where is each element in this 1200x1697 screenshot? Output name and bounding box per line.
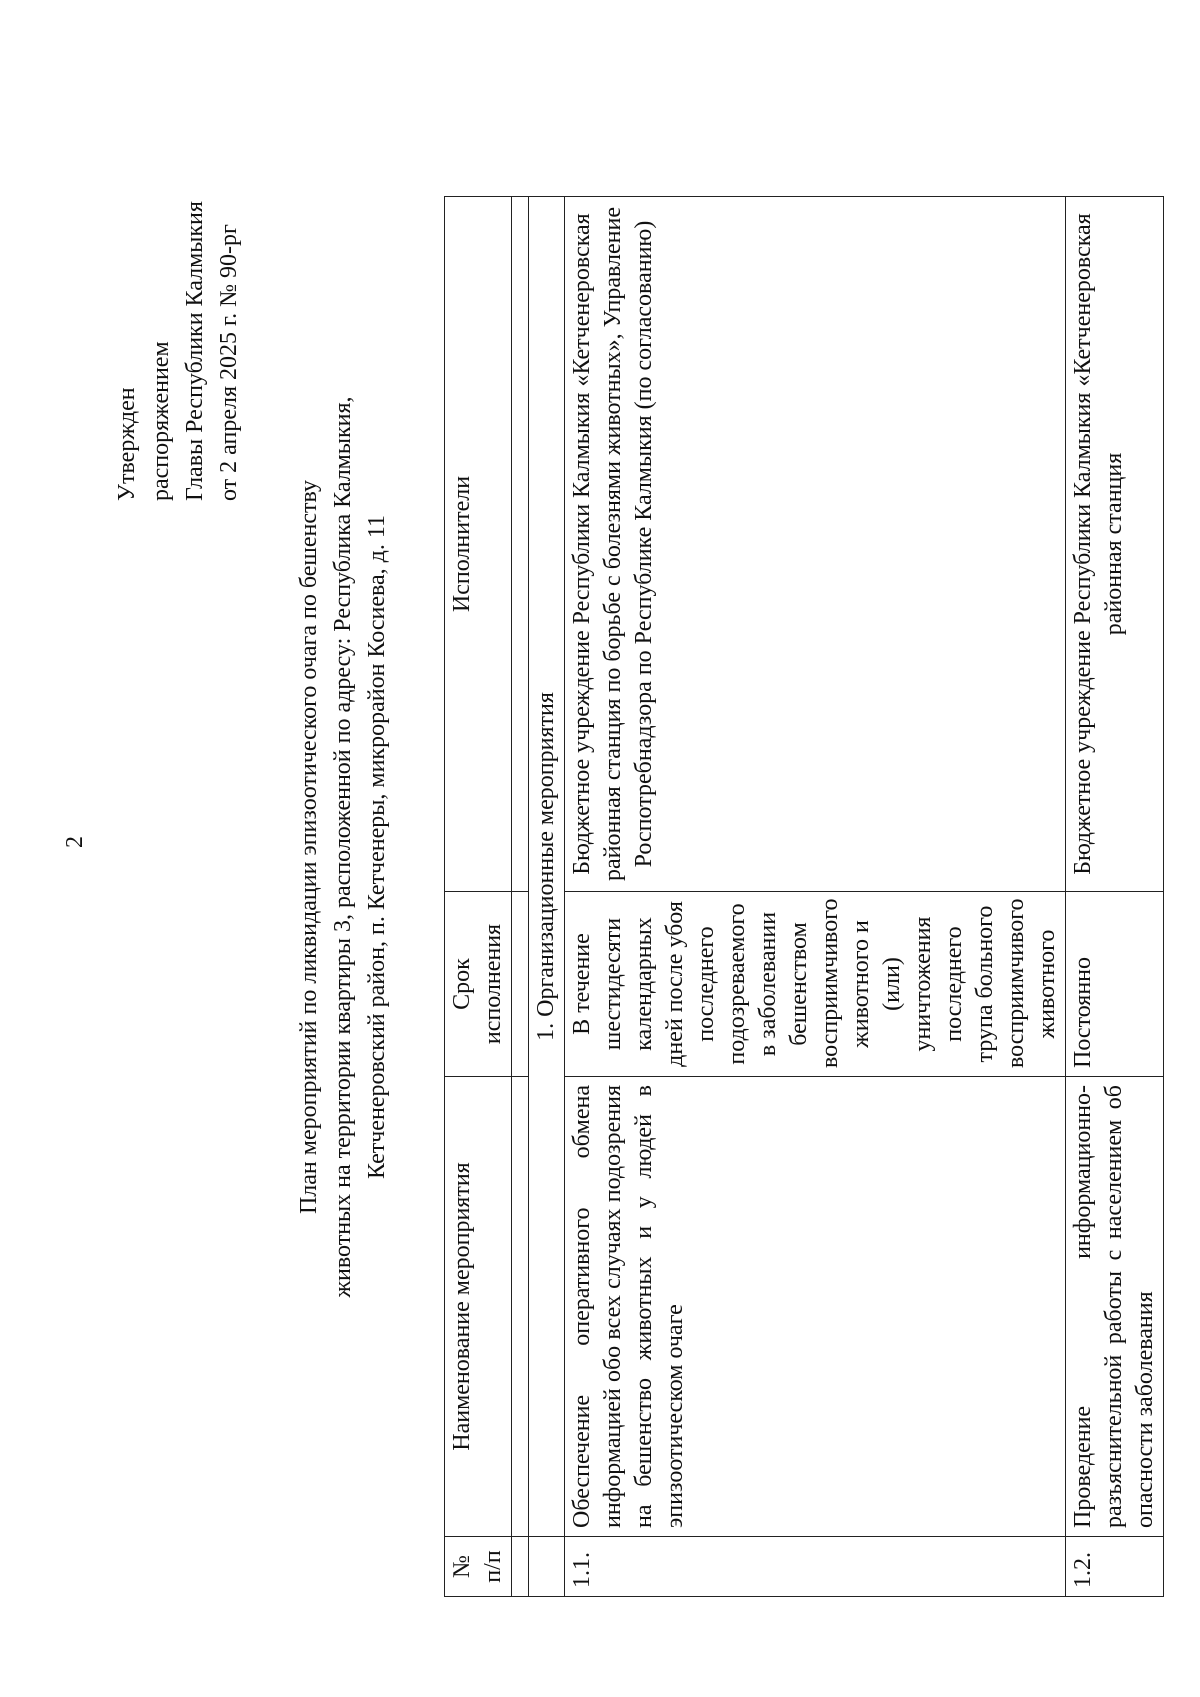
table-row: [1066, 197, 1164, 1597]
table-header-row: [445, 197, 512, 1597]
approval-line: Утвержден: [114, 387, 140, 501]
row-name: Проведение информационно-разъяснительной работы с населением об опасности заболевания: [1066, 1077, 1164, 1537]
title-line: План мероприятий по ликвидации эпизоотического очага по бешенству: [296, 479, 322, 1215]
approval-line: от 2 апреля 2025 г. № 90-рг: [216, 224, 242, 501]
row-name: Обеспечение оперативного обмена информацией обо всех случаях подозрения на бешенство животных и у людей в эпизоотическом очаге: [565, 1077, 1066, 1537]
section-title: 1. Организационные мероприятия: [529, 197, 565, 1537]
table-row: [565, 197, 1066, 1597]
page-number: 2: [62, 836, 88, 848]
spacer-row: [512, 197, 529, 1597]
header-term: Срок исполнения: [445, 892, 512, 1077]
row-executors: Бюджетное учреждение Республики Калмыкия «Кетченеровская районная станция: [1066, 197, 1164, 892]
title-line: животных на территории квартиры 3, расположенной по адресу: Республика Калмыкия,: [330, 396, 356, 1298]
section-row: [529, 197, 565, 1597]
row-term: Постоянно: [1066, 892, 1164, 1077]
header-name: Наименование мероприятия: [445, 1077, 512, 1537]
row-number: 1.1.: [565, 1537, 1066, 1597]
row-executors: Бюджетное учреждение Республики Калмыкия «Кетченеровская районная станция по борьбе с болезнями животных», Управление Роспотребнадзора по Республике Калмыкия (по согласованию): [565, 197, 1066, 892]
row-term: В течение шестидесяти календарных дней после убоя последнего подозреваемого в заболевании бешенством восприимчивого животного и (или) уничтожения последнего трупа больного восприимчивого животного: [565, 892, 1066, 1077]
plan-table: [444, 196, 1164, 1597]
document-title: [292, 197, 394, 1497]
approval-line: Главы Республики Калмыкия: [182, 201, 208, 501]
header-executors: Исполнители: [445, 197, 512, 892]
title-line: Кетченеровский район, п. Кетченеры, микрорайон Косиева, д. 11: [364, 515, 390, 1179]
header-number: № п/п: [445, 1537, 512, 1597]
approval-line: распоряжением: [148, 341, 174, 501]
approval-block: [110, 201, 246, 501]
row-number: 1.2.: [1066, 1537, 1164, 1597]
